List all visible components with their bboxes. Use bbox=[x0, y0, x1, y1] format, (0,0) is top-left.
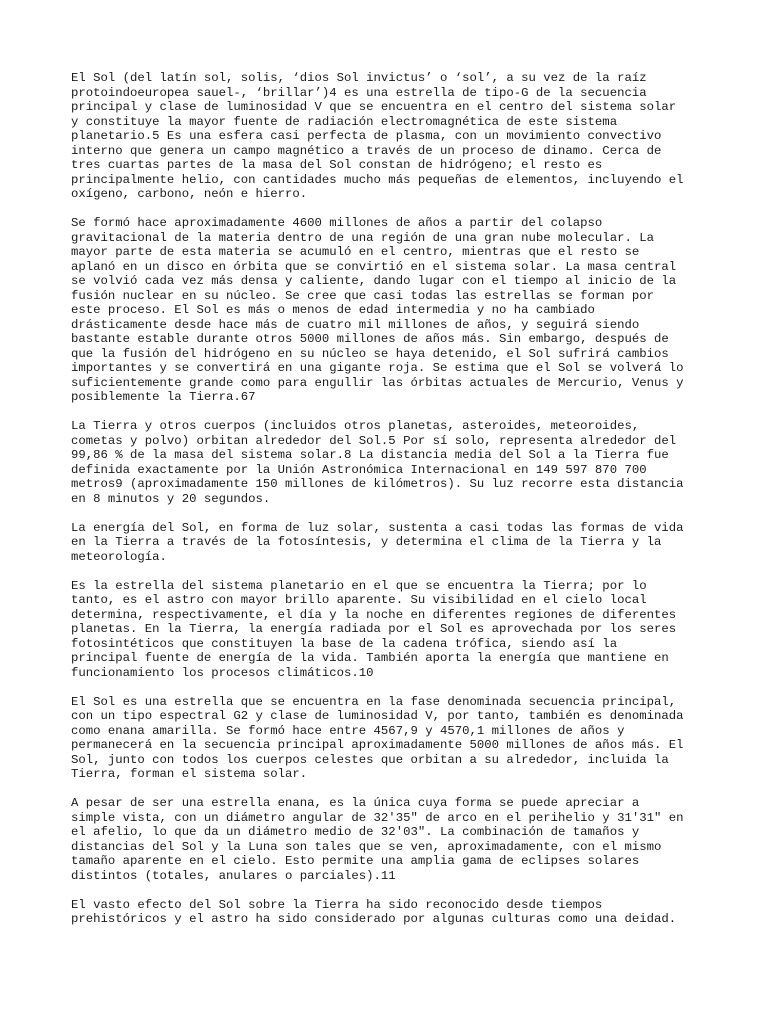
paragraph-6: El Sol es una estrella que se encuentra en la fase denominada secuencia principal, con un tipo espectral G2 y clase de luminosidad V, por tanto, también es denominada como enana amarilla. Se formó hace entre 4567,9 y 4570,1 millones de años y permanecerá en la secuencia principal aproximadamente 5000 millones de años más. El Sol, junto con todos los cuerpos celestes que orbitan a su alrededor, incluida la Tierra, forman el sistema solar. bbox=[71, 694, 684, 781]
paragraph-4: La energía del Sol, en forma de luz solar, sustenta a casi todas las formas de vida en la Tierra a través de la fotosíntesis, y determina el clima de la Tierra y la meteorología. bbox=[71, 520, 684, 564]
paragraph-3: La Tierra y otros cuerpos (incluidos otros planetas, asteroides, meteoroides, cometas y polvo) orbitan alrededor del Sol.5 Por sí solo, representa alrededor del 99,86 % de la masa del sistema solar.8 La distancia media del Sol a la Tierra fue definida exactamente por la Unión Astronómica Internacional en 149 597 870 700 metros9 (aproximadamente 150 millones de kilómetros). Su luz recorre esta distancia en 8 minutos y 20 segundos. bbox=[71, 419, 684, 506]
paragraph-7: A pesar de ser una estrella enana, es la única cuya forma se puede apreciar a simple vista, con un diámetro angular de 32'35" de arco en el perihelio y 31'31" en el afelio, lo que da un diámetro medio de 32'03". La combinación de tamaños y distancias del Sol y la Luna son tales que se ven, aproximadamente, con el mismo tamaño aparente en el cielo. Esto permite una amplia gama de eclipses solares distintos (totales, anulares o parciales).11 bbox=[71, 796, 684, 883]
paragraph-1: El Sol (del latín sol, solis, ‘dios Sol invictus’ o ‘sol’, a su vez de la raíz protoindoeuropea sauel-, ‘brillar’)4 es una estrella de tipo-G de la secuencia principal y clase de luminosidad V que se encuentra en el centro del sistema solar y constituye la mayor fuente de radiación electromagnética de este sistema planetario.5 Es una esfera casi perfecta de plasma, con un movimiento convectivo interno que genera un campo magnético a través de un proceso de dinamo. Cerca de tres cuartas partes de la masa del Sol constan de hidrógeno; el resto es principalmente helio, con cantidades mucho más pequeñas de elementos, incluyendo el oxígeno, carbono, neón e hierro. bbox=[71, 71, 684, 201]
paragraph-5: Es la estrella del sistema planetario en el que se encuentra la Tierra; por lo tanto, es el astro con mayor brillo aparente. Su visibilidad en el cielo local determina, respectivamente, el día y la noche en diferentes regiones de diferentes planetas. En la Tierra, la energía radiada por el Sol es aprovechada por los seres fotosintéticos que constituyen la base de la cadena trófica, siendo así la principal fuente de energía de la vida. También aporta la energía que mantiene en funcionamiento los procesos climáticos.10 bbox=[71, 578, 677, 680]
document-page bbox=[71, 71, 711, 941]
paragraph-8: El vasto efecto del Sol sobre la Tierra ha sido reconocido desde tiempos prehistóricos y el astro ha sido considerado por algunas culturas como una deidad. bbox=[71, 897, 677, 926]
paragraph-2: Se formó hace aproximadamente 4600 millones de años a partir del colapso gravitacional de la materia dentro de una región de una gran nube molecular. La mayor parte de esta materia se acumuló en el centro, mientras que el resto se aplanó en un disco en órbita que se convirtió en el sistema solar. La masa central se volvió cada vez más densa y caliente, dando lugar con el tiempo al inicio de la fusión nuclear en su núcleo. Se cree que casi todas las estrellas se forman por este proceso. El Sol es más o menos de edad intermedia y no ha cambiado drásticamente desde hace más de cuatro mil millones de años, y seguirá siendo bastante estable durante otros 5000 millones de años más. Sin embargo, después de que la fusión del hidrógeno en su núcleo se haya detenido, el Sol sufrirá cambios importantes y se convertirá en una gigante roja. Se estima que el Sol se volverá lo suficientemente grande como para engullir las órbitas actuales de Mercurio, Venus y posiblemente la Tierra.67 bbox=[71, 216, 684, 404]
